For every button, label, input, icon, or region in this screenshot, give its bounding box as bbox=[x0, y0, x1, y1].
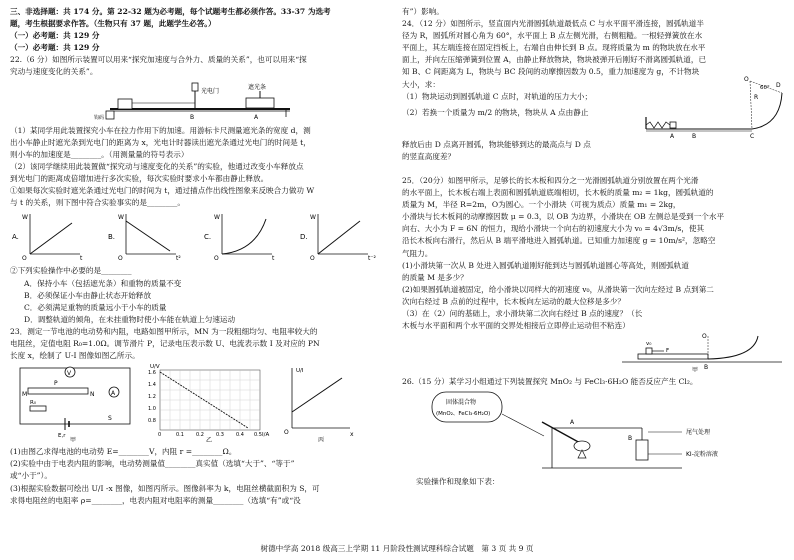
graph-c-w: W bbox=[214, 214, 220, 222]
fig22-weight-label: 钩码 bbox=[94, 114, 105, 121]
q24-text-2: 径为 R，圆弧所对圆心角为 60°，水平面上 B 点左侧光滑，右侧粗糙。一根轻弹簧放在水 bbox=[402, 31, 703, 41]
fig25-v0-label: v₀ bbox=[646, 341, 652, 348]
q25-text-5: 向右、大小为 F = 6N 的恒力，现给小滑块一个向右的初速度大小为 v₀ = 4√3m/s，使其 bbox=[402, 224, 705, 234]
graph-c-label: C. bbox=[204, 233, 212, 242]
q24-text-6: 大小，求： bbox=[402, 79, 440, 89]
q25-part1-a: (1)小滑块第一次从 B 处进入圆弧轨道刚好能到达与圆弧轨道圆心等高处，则圆弧轨道 bbox=[402, 260, 689, 270]
graph-b-o: O bbox=[118, 255, 123, 262]
circuit-r0: R₀ bbox=[30, 400, 37, 407]
ui-ytick-2: 1.4 bbox=[148, 382, 156, 389]
q26-apparatus-figure bbox=[402, 388, 786, 472]
q24-text-5: 知 B、C 间距离为 L，物块与 BC 段间的动摩擦因数为 0.5，重力加速度为 g，不计物块 bbox=[402, 67, 700, 77]
graph-c-x: t bbox=[272, 255, 275, 262]
fig23-yi-label: 乙 bbox=[206, 437, 213, 443]
fig22-a-label: A bbox=[254, 113, 259, 121]
fig25-jia-label: 甲 bbox=[692, 367, 699, 373]
q23-figures bbox=[10, 362, 392, 442]
graph-c-o: O bbox=[214, 255, 219, 262]
q23-text-1: 23．测定一节电池的电动势和内阻，电路如图甲所示，MN 为一段粗细均匀、电阻率较大的 bbox=[10, 326, 318, 336]
q24-text-1: 24．（12 分）如图所示，竖直面内光滑圆弧轨道最低点 C 与水平面平滑连接，圆弧轨道半 bbox=[402, 19, 704, 29]
fig24-o-label: O bbox=[744, 75, 749, 83]
page-footer: 树德中学高 2018 级高三上学期 11 月阶段性测试理科综合试题 第 3 页 共 9 页 bbox=[260, 544, 534, 553]
fig22-light-gate-label: 光电门 bbox=[201, 87, 220, 95]
circuit-ammeter: A bbox=[111, 390, 116, 398]
q23-part3-2: 求得电阻丝的电阻率 ρ=________，电表内阻对电阻率的测量________（选填“有”或“没 bbox=[10, 495, 301, 505]
graph-a-x: t bbox=[80, 255, 83, 262]
ui-ytick-3: 1.2 bbox=[148, 394, 156, 401]
ui-graph-u-axis: U/V bbox=[150, 364, 160, 371]
ux-graph-y-axis: U/I bbox=[296, 368, 304, 375]
graph-a-w: W bbox=[22, 214, 28, 222]
fig26-ki-label: KI-淀粉溶液 bbox=[686, 451, 718, 459]
ux-graph bbox=[284, 368, 354, 442]
q25-part2-a: (2)如果圆弧轨道被固定，给小滑块以同样大的初速度 v₀，从滑块第一次向左经过 B 点到第二 bbox=[402, 284, 714, 294]
graph-d-w: W bbox=[310, 214, 316, 222]
q23-text-3: 长度 x，绘制了 U-I 图像如图乙所示。 bbox=[10, 351, 140, 361]
graph-d-x: t⁻² bbox=[368, 255, 376, 262]
q24-track-figure bbox=[642, 73, 786, 139]
q25-part1-b: 的质量 M 是多少？ bbox=[402, 272, 468, 282]
graph-b-w: W bbox=[118, 214, 124, 222]
fig26-a-label: A bbox=[570, 419, 575, 427]
q25-text-2: 的水平面上，长木板右端上表面和圆弧轨道底端相切，长木板的质量 m₂ = 1kg，圆弧轨道的 bbox=[402, 188, 714, 198]
circuit-er: E,r bbox=[58, 433, 66, 440]
q24-part2-b: 释放后由 D 点离开圆弧，物块能够到达的最高点与 D 点 bbox=[402, 139, 591, 149]
q25-text-3: 质量为 M，半径 R=2m，O为圆心。一个小滑块（可视为质点）质量 m₁ = 2kg， bbox=[402, 200, 681, 210]
ui-xtick-4: 0.4 bbox=[236, 432, 244, 439]
fig24-b-label: B bbox=[692, 132, 697, 139]
graph-a bbox=[12, 214, 83, 261]
circuit-diagram bbox=[20, 367, 130, 442]
q23-part2-2: 或“小于”）。 bbox=[10, 471, 52, 481]
q22-part1-1: （1）某同学用此装置探究小车在拉力作用下的加速。用游标卡尺测量遮光条的宽度 d，测 bbox=[10, 125, 311, 135]
q24-text-3: 平面上，其左端连接在固定挡板上，右端自由伸长到 B 点。现将质量为 m 的物块放在水平 bbox=[402, 43, 706, 53]
q22-part2-4: 与 t 的关系，则下图中符合实验事实的是________。 bbox=[10, 198, 185, 208]
section-header-2: 题，考生根据要求作答。（生物只有 37 题，此题学生必答。） bbox=[10, 19, 216, 29]
q25-text-1: 25．（20分）如图甲所示，足够长的长木板和四分之一光滑圆弧轨道分别放置在两个光滑 bbox=[402, 175, 699, 185]
q24-part2-c: 的竖直高度差？ bbox=[402, 151, 456, 161]
q26-text-1: 26.（15 分）某学习小组通过下列装置探究 MnO₂ 与 FeCl₃·6H₂O 能否反应产生 Cl₂。 bbox=[402, 377, 698, 387]
fig24-d-label: D bbox=[776, 81, 781, 89]
q22-option-graphs bbox=[10, 209, 392, 261]
graph-b bbox=[108, 214, 181, 261]
ui-ytick-4: 1.0 bbox=[148, 406, 156, 413]
q22-text-1: 22.（6 分）如图所示装置可以用来“探究加速度与合外力、质量的关系”，也可以用来“探 bbox=[10, 55, 307, 65]
q22-text-2: 究动与速度变化的关系”。 bbox=[10, 67, 98, 77]
q25-text-4: 小滑块与长木板间的动摩擦因数 μ = 0.3，以 OB 为边界，小滑块在 OB 左侧总是受到一个水平 bbox=[402, 212, 725, 222]
q25-board-figure bbox=[402, 332, 786, 372]
right-column bbox=[402, 6, 786, 489]
q22-option-c: C．必须满足重物的质量远小于小车的质量 bbox=[24, 302, 167, 312]
graph-b-label: B. bbox=[108, 233, 116, 242]
fig24-a-label: A bbox=[670, 132, 675, 139]
q22-part2-1: （2）该同学继续用此装置做“探究动与速度变化的关系”的实验，他通过改变小车释放点 bbox=[10, 161, 304, 171]
circuit-p: P bbox=[54, 380, 58, 388]
q23-text-2: 电阻丝，定值电阻 R₀=1.0Ω。调节滑片 P，记录电压表示数 U、电流表示数 I 及对应的 PN bbox=[10, 338, 320, 348]
circuit-s: S bbox=[108, 415, 112, 423]
ux-graph-x-axis: x bbox=[350, 431, 354, 439]
q23-part2-1: (2)实验中由于电表内阻的影响，电动势测量值________真实值（选填“大于”、“等于” bbox=[10, 459, 295, 469]
section-header: 三、非选择题：共 174 分。第 22-32 题为必考题，每个试题考生都必须作答。33-37 为选考 bbox=[10, 7, 331, 16]
q25-part2-b: 次向右经过 B 点前的过程中，长木板向左运动的最大位移是多少？ bbox=[402, 296, 626, 306]
q22-part2-2: 到光电门的距离成倍增加进行多次实验，每次实验时要求小车都由静止释放。 bbox=[10, 174, 269, 184]
q23-continued: 有”）影响。 bbox=[402, 7, 444, 16]
graph-a-o: O bbox=[22, 255, 27, 262]
circuit-m: M bbox=[22, 391, 28, 399]
ui-xtick-2: 0.2 bbox=[196, 432, 204, 439]
q24-part2-a: （2）若换一个质量为 m/2 的物块，物块从 A 点由静止 bbox=[402, 107, 589, 117]
q23-part1: (1)由图乙求得电池的电动势 E=________V，内阻 r =________Ω。 bbox=[10, 447, 237, 457]
ui-ytick-1: 1.6 bbox=[148, 370, 156, 377]
fig26-tail-label: 尾气处理 bbox=[686, 429, 711, 437]
fig23-bing-label: 丙 bbox=[318, 437, 325, 443]
q24-text-4: 面上，并向左压缩弹簧到位置 A，由静止释放物块，物块被弹开后刚好不滑离圆弧轨道，已 bbox=[402, 55, 707, 65]
q23-part3-1: (3)根据实验数据可绘出 U/I -x 图像，如图丙所示。图像斜率为 k，电阻丝横截面积为 S，可 bbox=[10, 483, 320, 493]
q25-text-6: 沿长木板向右滑行，然后从 B 端平滑地进入圆弧轨道。已知重力加速度 g = 10m/s²，忽略空 bbox=[402, 236, 716, 246]
ux-graph-origin: O bbox=[284, 429, 289, 437]
ui-ytick-5: 0.8 bbox=[148, 418, 156, 425]
fig24-angle-label: 60° bbox=[760, 84, 770, 91]
q22-option-d: D．调整轨道的倾角，在未挂重物时使小车能在轨道上匀速运动 bbox=[24, 314, 236, 324]
graph-d-o: O bbox=[310, 255, 315, 262]
q25-text-7: 气阻力。 bbox=[402, 248, 433, 258]
ui-graph bbox=[148, 364, 269, 442]
q25-part3-b: 木板与水平面和两个水平面的交界处相接后立即停止运动但不粘连） bbox=[402, 321, 630, 331]
required-label: （一）必考题：共 129 分 bbox=[10, 31, 100, 41]
fig24-r-label: R bbox=[754, 93, 759, 101]
ui-xtick-0: 0 bbox=[158, 432, 162, 439]
graph-a-label: A. bbox=[12, 233, 19, 242]
q26-operations: 实验操作和现象如下表： bbox=[416, 477, 500, 487]
graph-c bbox=[204, 214, 275, 261]
graph-d bbox=[300, 214, 377, 261]
ui-graph-i-axis: I/A bbox=[262, 432, 270, 439]
ui-xtick-1: 0.1 bbox=[176, 432, 184, 439]
left-column bbox=[10, 6, 392, 507]
graph-d-label: D. bbox=[300, 233, 308, 242]
fig26-mix-label: 固体混合物 bbox=[446, 399, 477, 407]
fig25-o-label: O bbox=[702, 333, 707, 341]
q22-part2-5: ②下列实验操作中必要的是________ bbox=[10, 266, 132, 276]
fig26-b-label: B bbox=[628, 435, 633, 443]
fig22-shade-label: 遮光条 bbox=[248, 83, 267, 91]
fig26-mix2-label: (MnO₂、FeCl₃·6H₂O) bbox=[436, 411, 491, 418]
q22-option-b: B．必须保证小车由静止状态开始释放 bbox=[24, 290, 152, 300]
q22-part2-3: ①如果每次实验时遮光条通过光电门的时间为 t，通过描点作出线性图象来反映合力做功 W bbox=[10, 186, 315, 196]
ui-xtick-5: 0.5 bbox=[254, 432, 262, 439]
fig25-b-label: B bbox=[704, 364, 709, 372]
circuit-voltmeter: V bbox=[67, 370, 72, 378]
q25-part3-a: （3）在（2）问的基础上，求小滑块第二次向右经过 B 点的速度？（长 bbox=[402, 308, 643, 318]
fig25-f-label: F bbox=[666, 348, 670, 355]
q24-part1: （1）物块运动到圆弧轨道 C 点时，对轨道的压力大小； bbox=[402, 91, 593, 101]
fig22-b-label: B bbox=[190, 113, 195, 121]
q22-part1-2: 出小车静止时遮光条到光电门的距离为 x，光电计时器读出遮光条通过光电门的时间是 t， bbox=[10, 137, 311, 147]
q22-option-a: A．保持小车（包括遮光条）和重物的质量不变 bbox=[24, 278, 182, 288]
graph-b-x: t² bbox=[176, 255, 181, 262]
fig23-jia-label: 甲 bbox=[70, 437, 77, 443]
ui-xtick-3: 0.3 bbox=[216, 432, 224, 439]
circuit-n: N bbox=[90, 391, 95, 399]
q22-part1-3: 则小车的加速度是________。（用测量量的符号表示） bbox=[10, 149, 189, 159]
q22-apparatus-figure bbox=[10, 79, 392, 121]
fig24-c-label: C bbox=[750, 132, 755, 139]
required-label-2: （一）必考题：共 129 分 bbox=[10, 43, 100, 53]
